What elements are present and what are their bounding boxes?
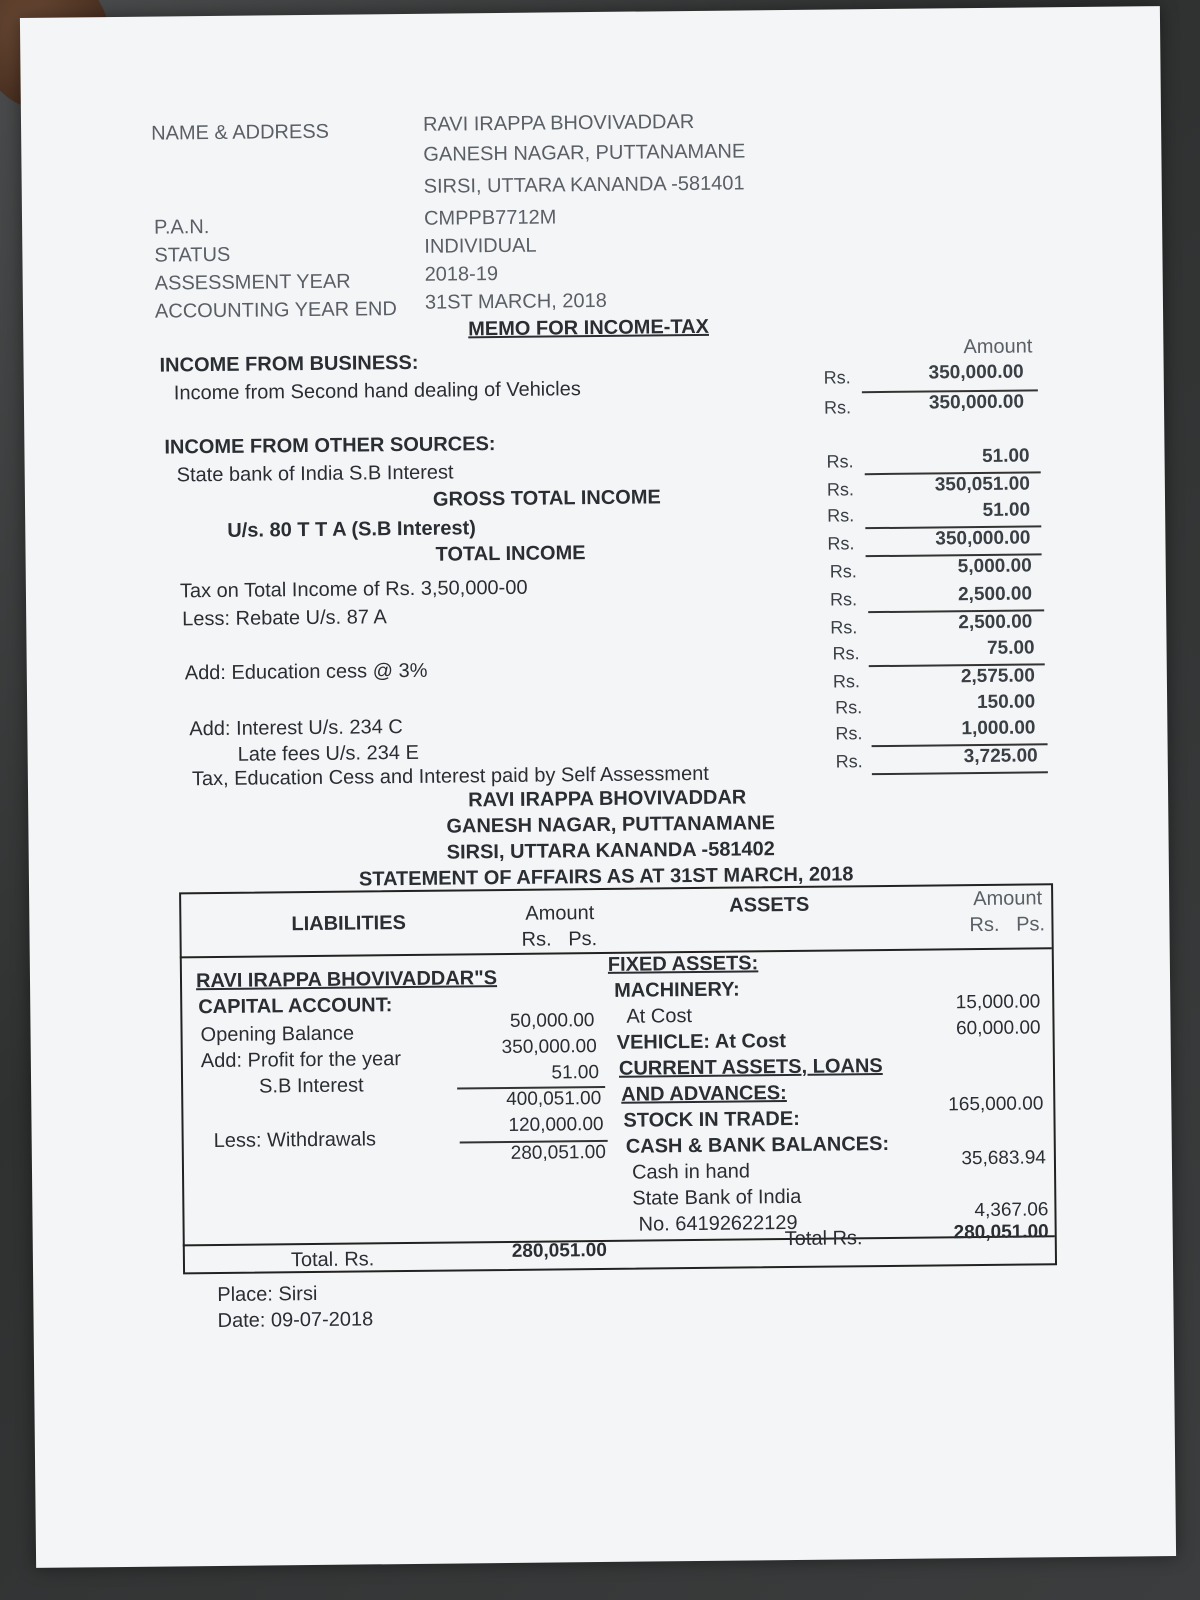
currency-label: Rs. bbox=[832, 671, 861, 692]
currency-label: Rs. bbox=[827, 505, 855, 526]
gross-total-income-label: GROSS TOTAL INCOME bbox=[432, 486, 661, 511]
statement-address-1: GANESH NAGAR, PUTTANAMANE bbox=[446, 812, 776, 838]
liabilities-head: LIABILITIES bbox=[291, 912, 406, 936]
currency-label: Rs. bbox=[827, 533, 855, 554]
liabilities-amount-head: Amount bbox=[525, 902, 595, 925]
status-label: STATUS bbox=[154, 243, 231, 267]
profit-label: Add: Profit for the year bbox=[200, 1048, 402, 1073]
liabilities-rs-ps: Rs. Ps. bbox=[521, 928, 598, 951]
vehicle-item: VEHICLE: At Cost bbox=[616, 1030, 787, 1054]
memo-title: MEMO FOR INCOME-TAX bbox=[468, 315, 710, 341]
sbi-account-item-1: State Bank of India bbox=[632, 1185, 802, 1210]
statement-address-2: SIRSI, UTTARA KANANDA -581402 bbox=[446, 838, 775, 864]
currency-label: Rs. bbox=[835, 697, 863, 718]
assets-amount-head: Amount bbox=[973, 887, 1043, 911]
total-right-amount: 280,051.00 bbox=[953, 1221, 1049, 1244]
profit-amount: 350,000.00 bbox=[501, 1036, 597, 1059]
cash-in-hand-amount: 35,683.94 bbox=[961, 1147, 1047, 1170]
assessment-year-label: ASSESSMENT YEAR bbox=[154, 270, 351, 295]
capital-account-head: CAPITAL ACCOUNT: bbox=[198, 994, 393, 1019]
status-value: INDIVIDUAL bbox=[424, 234, 537, 258]
currency-label: Rs. bbox=[823, 397, 852, 418]
total-left-amount: 280,051.00 bbox=[511, 1239, 607, 1262]
address-line-2: SIRSI, UTTARA KANANDA -581401 bbox=[423, 172, 745, 198]
interest-label: Add: Interest U/s. 234 C bbox=[189, 716, 403, 741]
after-cess-amount: 2,575.00 bbox=[960, 665, 1035, 688]
late-fees-amount: 1,000.00 bbox=[961, 717, 1036, 740]
machinery-head: MACHINERY: bbox=[614, 978, 740, 1002]
cash-in-hand-item: Cash in hand bbox=[631, 1160, 751, 1184]
assets-rs-ps: Rs. Ps. bbox=[969, 913, 1046, 937]
name-address-label: NAME & ADDRESS bbox=[151, 120, 330, 145]
currency-label: Rs. bbox=[823, 367, 851, 388]
current-assets-head-1: CURRENT ASSETS, LOANS bbox=[618, 1055, 883, 1080]
stock-in-trade-amount: 165,000.00 bbox=[948, 1093, 1044, 1116]
accounting-year-end-label: ACCOUNTING YEAR END bbox=[154, 298, 397, 323]
currency-label: Rs. bbox=[832, 643, 860, 664]
withdrawals-amount: 120,000.00 bbox=[508, 1113, 604, 1136]
interest-amount: 150.00 bbox=[976, 691, 1036, 714]
total-right-label: Total Rs. bbox=[784, 1227, 863, 1251]
currency-label: Rs. bbox=[835, 723, 863, 744]
rebate-amount: 2,500.00 bbox=[957, 583, 1033, 606]
self-assessment-amount: 3,725.00 bbox=[963, 745, 1038, 768]
currency-label: Rs. bbox=[835, 751, 863, 772]
assessment-year-value: 2018-19 bbox=[424, 263, 499, 286]
business-income-item: Income from Second hand dealing of Vehicles bbox=[173, 378, 581, 405]
capital-total: 280,051.00 bbox=[510, 1141, 606, 1164]
machinery-amount: 15,000.00 bbox=[955, 991, 1041, 1014]
sb-interest-item: State bank of India S.B Interest bbox=[176, 461, 454, 487]
sb-interest-amount: 51.00 bbox=[551, 1062, 600, 1084]
sum-rule bbox=[872, 771, 1048, 775]
tax-on-income-label: Tax on Total Income of Rs. 3,50,000-00 bbox=[179, 576, 528, 603]
sbi-account-item-2: No. 64192622129 bbox=[638, 1211, 798, 1236]
sbi-account-amount: 4,367.06 bbox=[974, 1199, 1049, 1222]
date: Date: 09-07-2018 bbox=[217, 1308, 374, 1333]
deduction-label: U/s. 80 T T A (S.B Interest) bbox=[227, 517, 476, 542]
fixed-assets-head: FIXED ASSETS: bbox=[607, 952, 759, 976]
other-income-head: INCOME FROM OTHER SOURCES: bbox=[164, 433, 496, 459]
total-left-label: Total. Rs. bbox=[290, 1248, 375, 1272]
statement-title: STATEMENT OF AFFAIRS AS AT 31ST MARCH, 2018 bbox=[358, 863, 854, 891]
currency-label: Rs. bbox=[829, 561, 857, 582]
withdrawals-label: Less: Withdrawals bbox=[213, 1128, 377, 1153]
assets-head: ASSETS bbox=[729, 893, 810, 917]
total-income-amount: 350,000.00 bbox=[935, 527, 1031, 550]
capital-subtotal: 400,051.00 bbox=[506, 1087, 602, 1110]
current-assets-head-2: AND ADVANCES: bbox=[621, 1082, 787, 1106]
late-fees-label: Late fees U/s. 234 E bbox=[237, 741, 419, 766]
opening-balance-amount: 50,000.00 bbox=[509, 1010, 595, 1032]
currency-label: Rs. bbox=[826, 451, 854, 472]
cash-bank-head: CASH & BANK BALANCES: bbox=[625, 1132, 890, 1158]
capital-holder-name: RAVI IRAPPA BHOVIVADDAR"S bbox=[195, 967, 498, 993]
education-cess-label: Add: Education cess @ 3% bbox=[184, 659, 428, 685]
opening-balance-label: Opening Balance bbox=[200, 1022, 355, 1047]
statement-name: RAVI IRAPPA BHOVIVADDAR bbox=[468, 786, 747, 812]
stock-in-trade-item: STOCK IN TRADE: bbox=[623, 1107, 800, 1132]
taxpayer-name: RAVI IRAPPA BHOVIVADDAR bbox=[422, 110, 695, 136]
business-income-head: INCOME FROM BUSINESS: bbox=[159, 351, 419, 377]
document-page bbox=[20, 6, 1176, 1568]
place: Place: Sirsi bbox=[217, 1282, 318, 1307]
business-amount-1: 350,000.00 bbox=[928, 361, 1024, 384]
gross-total-income-amount: 350,051.00 bbox=[934, 473, 1030, 496]
sb-interest-amount: 51.00 bbox=[981, 445, 1030, 467]
accounting-year-end-value: 31ST MARCH, 2018 bbox=[424, 289, 607, 314]
tax-on-income-amount: 5,000.00 bbox=[957, 555, 1032, 578]
pan-value: CMPPB7712M bbox=[423, 206, 557, 230]
machinery-item: At Cost bbox=[626, 1005, 693, 1028]
memo-amount-head: Amount bbox=[963, 335, 1033, 359]
currency-label: Rs. bbox=[829, 589, 858, 610]
education-cess-amount: 75.00 bbox=[986, 637, 1035, 659]
self-assessment-label: Tax, Education Cess and Interest paid by Self Assessment bbox=[191, 762, 709, 791]
total-income-label: TOTAL INCOME bbox=[435, 542, 586, 566]
currency-label: Rs. bbox=[826, 479, 855, 500]
currency-label: Rs. bbox=[830, 617, 858, 638]
vehicle-amount: 60,000.00 bbox=[955, 1017, 1041, 1040]
rebate-label: Less: Rebate U/s. 87 A bbox=[182, 606, 387, 631]
sb-interest-label: S.B Interest bbox=[259, 1074, 364, 1098]
after-rebate-amount: 2,500.00 bbox=[958, 611, 1033, 634]
address-line-1: GANESH NAGAR, PUTTANAMANE bbox=[423, 140, 746, 166]
deduction-amount: 51.00 bbox=[982, 499, 1031, 521]
pan-label: P.A.N. bbox=[154, 216, 210, 239]
business-amount-2: 350,000.00 bbox=[928, 391, 1025, 414]
